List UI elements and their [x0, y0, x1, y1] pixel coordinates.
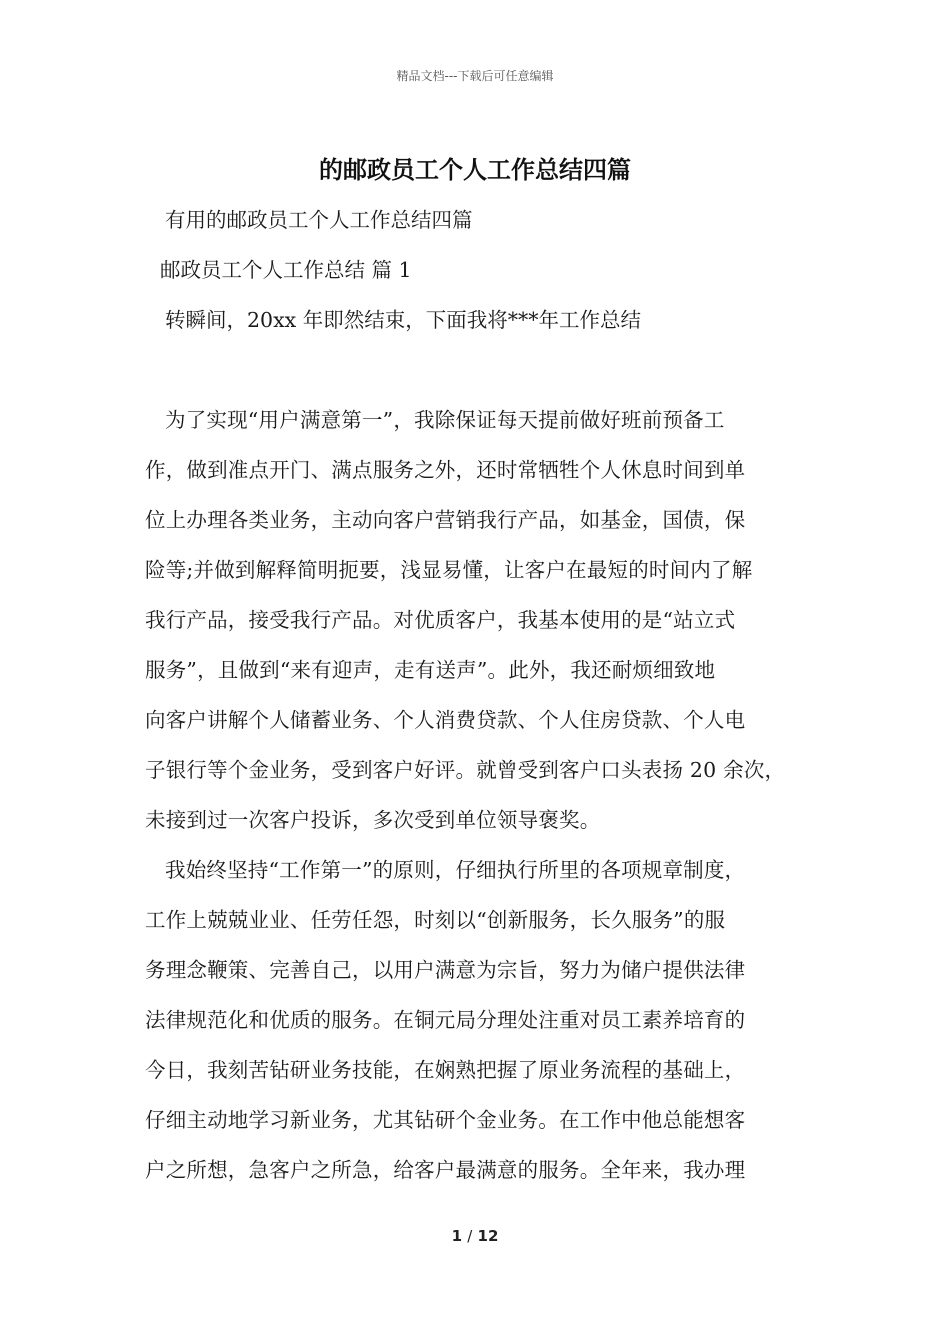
- paragraph-line: 务理念鞭策、完善自己，以用户满意为宗旨，努力为储户提供法律: [145, 958, 746, 982]
- paragraph-line: 我行产品，接受我行产品。对优质客户，我基本使用的是“站立式: [145, 608, 736, 632]
- page-number: [0, 1227, 950, 1245]
- paragraph-line: 子银行等个金业务，受到客户好评。就曾受到客户口头表扬 20 余次，: [145, 758, 786, 782]
- paragraph-line: 我始终坚持“工作第一”的原则，仔细执行所里的各项规章制度，: [165, 858, 746, 882]
- paragraph-line: 未接到过一次客户投诉，多次受到单位领导褒奖。: [145, 808, 601, 832]
- paragraph-line: 向客户讲解个人储蓄业务、个人消费贷款、个人住房贷款、个人电: [145, 708, 746, 732]
- paragraph-line: 仔细主动地学习新业务，尤其钻研个金业务。在工作中他总能想客: [145, 1108, 746, 1132]
- document-title: 的邮政员工个人工作总结四篇: [319, 155, 631, 184]
- paragraph-line: 为了实现“用户满意第一”，我除保证每天提前做好班前预备工: [165, 408, 725, 432]
- section-heading: 邮政员工个人工作总结 篇 1: [160, 258, 412, 282]
- opening-line: 转瞬间，20xx 年即然结束，下面我将***年工作总结: [165, 308, 641, 332]
- paragraph-line: 工作上兢兢业业、任劳任怨，时刻以“创新服务，长久服务”的服: [145, 908, 726, 932]
- page-header: 精品文档---下载后可任意编辑: [396, 69, 554, 83]
- subtitle: 有用的邮政员工个人工作总结四篇: [165, 208, 473, 232]
- paragraph-line: 法律规范化和优质的服务。在铜元局分理处注重对员工素养培育的: [145, 1008, 746, 1032]
- paragraph-line: 位上办理各类业务，主动向客户营销我行产品，如基金，国债，保: [145, 508, 746, 532]
- page-separator: /: [467, 1227, 473, 1245]
- paragraph-line: 今日，我刻苦钻研业务技能，在娴熟把握了原业务流程的基础上，: [145, 1058, 746, 1082]
- paragraph-line: 户之所想，急客户之所急，给客户最满意的服务。全年来，我办理: [145, 1158, 746, 1182]
- paragraph-line: 作，做到准点开门、满点服务之外，还时常牺牲个人休息时间到单: [145, 458, 746, 482]
- paragraph-line: 服务”，且做到“来有迎声，走有送声”。此外，我还耐烦细致地: [145, 658, 716, 682]
- page-current: 1: [451, 1227, 463, 1245]
- page-total: 12: [477, 1227, 499, 1245]
- paragraph-line: 险等;并做到解释简明扼要，浅显易懂，让客户在最短的时间内了解: [145, 558, 753, 582]
